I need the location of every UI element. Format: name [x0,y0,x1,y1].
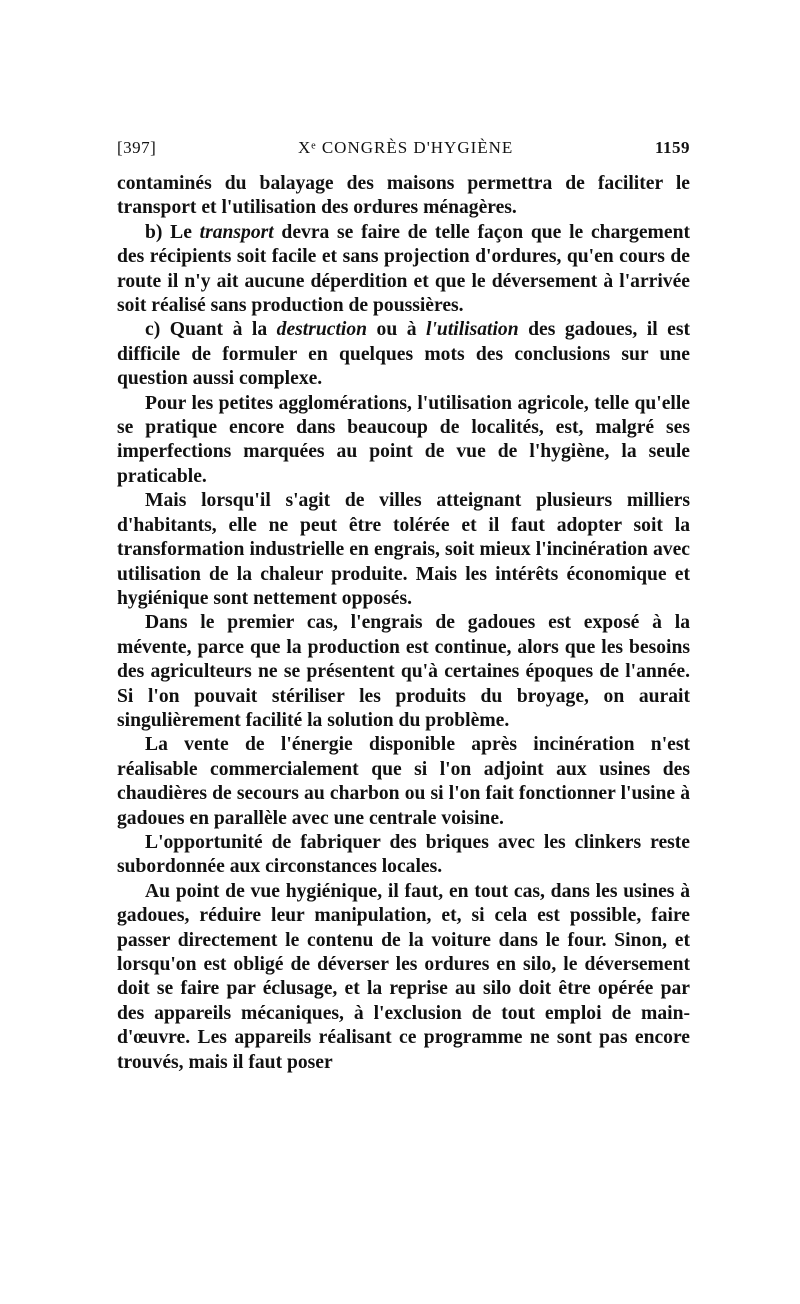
page-reference: [397] [117,138,157,157]
paragraph: Pour les petites agglomérations, l'utilisation agricole, telle qu'elle se pratique encore dans beaucoup de localités, est, malgré ses imperfections marquées au point de vue de l'hygiène, la seule praticable. [117,392,690,487]
paragraph: c) Quant à la destruction ou à l'utilisation des gadoues, il est difficile de formuler en quelques mots des conclusions sur une question aussi complexe. [117,319,691,390]
paragraph: Au point de vue hygiénique, il faut, en tout cas, dans les usines à gadoues, réduire leur manipulation, et, si cela est possible, faire passer directement le contenu de la voiture dans le four. Sinon, et lorsqu'on est obligé de déverser les ordures en silo, le déversement doit se faire par éclusage, et la reprise au silo doit être opérée par des appareils mécaniques, à l'exclusion de tout emploi de main-d'œuvre. Les appareils réalisant ce programme ne sont pas encore trouvés, mais il faut poser [117,880,690,1073]
paragraph: b) Le transport devra se faire de telle façon que le chargement des récipients soit facile et sans projection d'ordures, qu'en cours de route il n'y ait aucune déperdition et que le déversement à l'arrivée soit réalisé sans production de poussières. [117,221,690,317]
body-text [117,172,690,1075]
paragraph: contaminés du balayage des maisons permettra de faciliter le transport et l'utilisation des ordures ménagères. [117,173,690,219]
book-page [117,138,690,1075]
paragraph: Dans le premier cas, l'engrais de gadoues est exposé à la mévente, parce que la production est continue, alors que les besoins des agriculteurs ne se présentent qu'à certaines époques de l'année. Si l'on pouvait stériliser les produits du broyage, on aurait singulièrement facilité la solution du problème. [117,612,690,731]
running-title: Xᵉ CONGRÈS D'HYGIÈNE [297,138,514,157]
running-header [117,138,690,158]
page-number: 1159 [654,138,690,157]
paragraph: La vente de l'énergie disponible après incinération n'est réalisable commercialement que si l'on adjoint aux usines des chaudières de secours au charbon ou si l'on fait fonctionner l'usine à gadoues en parallèle avec une centrale voisine. [117,734,690,829]
paragraph: L'opportunité de fabriquer des briques avec les clinkers reste subordonnée aux circonstances locales. [117,831,690,878]
paragraph: Mais lorsqu'il s'agit de villes atteignant plusieurs milliers d'habitants, elle ne peut être tolérée et il faut adopter soit la transformation industrielle en engrais, soit mieux l'incinération avec utilisation de la chaleur produite. Mais les intérêts économique et hygiénique sont nettement opposés. [117,490,690,609]
